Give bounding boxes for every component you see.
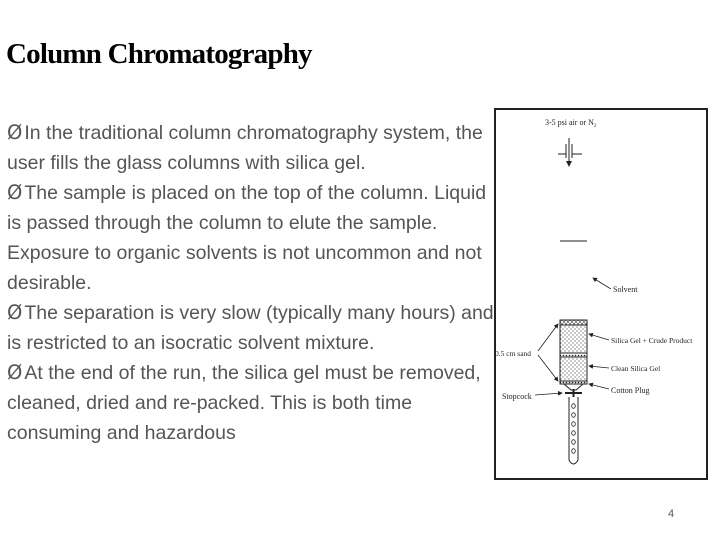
sand-arrow-top [538,324,558,351]
clean-silica-arrow [589,366,609,368]
bullet-item [7,178,497,298]
solvent-arrow [593,278,611,289]
bullet-item [7,298,497,358]
pressure-inlet [558,138,582,166]
slide-title: Column Chromatography [6,38,312,70]
sand-label: 0.5 cm sand [495,349,532,358]
page-number: 4 [668,508,675,520]
bullet-text: At the end of the run, the silica gel must be removed, cleaned, dried and re-packed. This is both time consuming and hazardous [7,362,481,444]
sand-arrow-bottom [538,355,558,381]
stopcock-arrow [535,393,562,395]
cotton-plug-arrow [589,384,609,389]
bullet-arrow-icon: Ø [7,301,23,324]
clean-silica-label: Clean Silica Gel [611,364,661,373]
bullet-arrow-icon: Ø [7,121,23,144]
cotton-plug-label: Cotton Plug [611,386,650,395]
bullet-text: The separation is very slow (typically many hours) and is restricted to an isocratic solvent mixture. [7,302,494,354]
silica-crude-arrow [589,334,609,340]
bullet-list [7,118,497,448]
stopcock-label: Stopcock [502,392,532,401]
diagram-frame [495,109,707,479]
bullet-arrow-icon: Ø [7,181,23,204]
bullet-item [7,118,497,178]
bullet-text: The sample is placed on the top of the column. Liquid is passed through the column to elute the sample. Exposure to organic solvents is not uncommon and not desirable. [7,182,487,294]
pressure-label: 3-5 psi air or $N_2$ [545,118,597,129]
silica-crude-label: Silica Gel + Crude Product [611,336,693,345]
glass-column [560,320,587,464]
bullet-text: In the traditional column chromatography system, the user fills the glass columns with silica gel. [7,122,483,174]
bullet-item [7,358,497,448]
solvent-label: Solvent [613,285,638,294]
column-chromatography-diagram [490,108,712,480]
bullet-arrow-icon: Ø [7,361,23,384]
